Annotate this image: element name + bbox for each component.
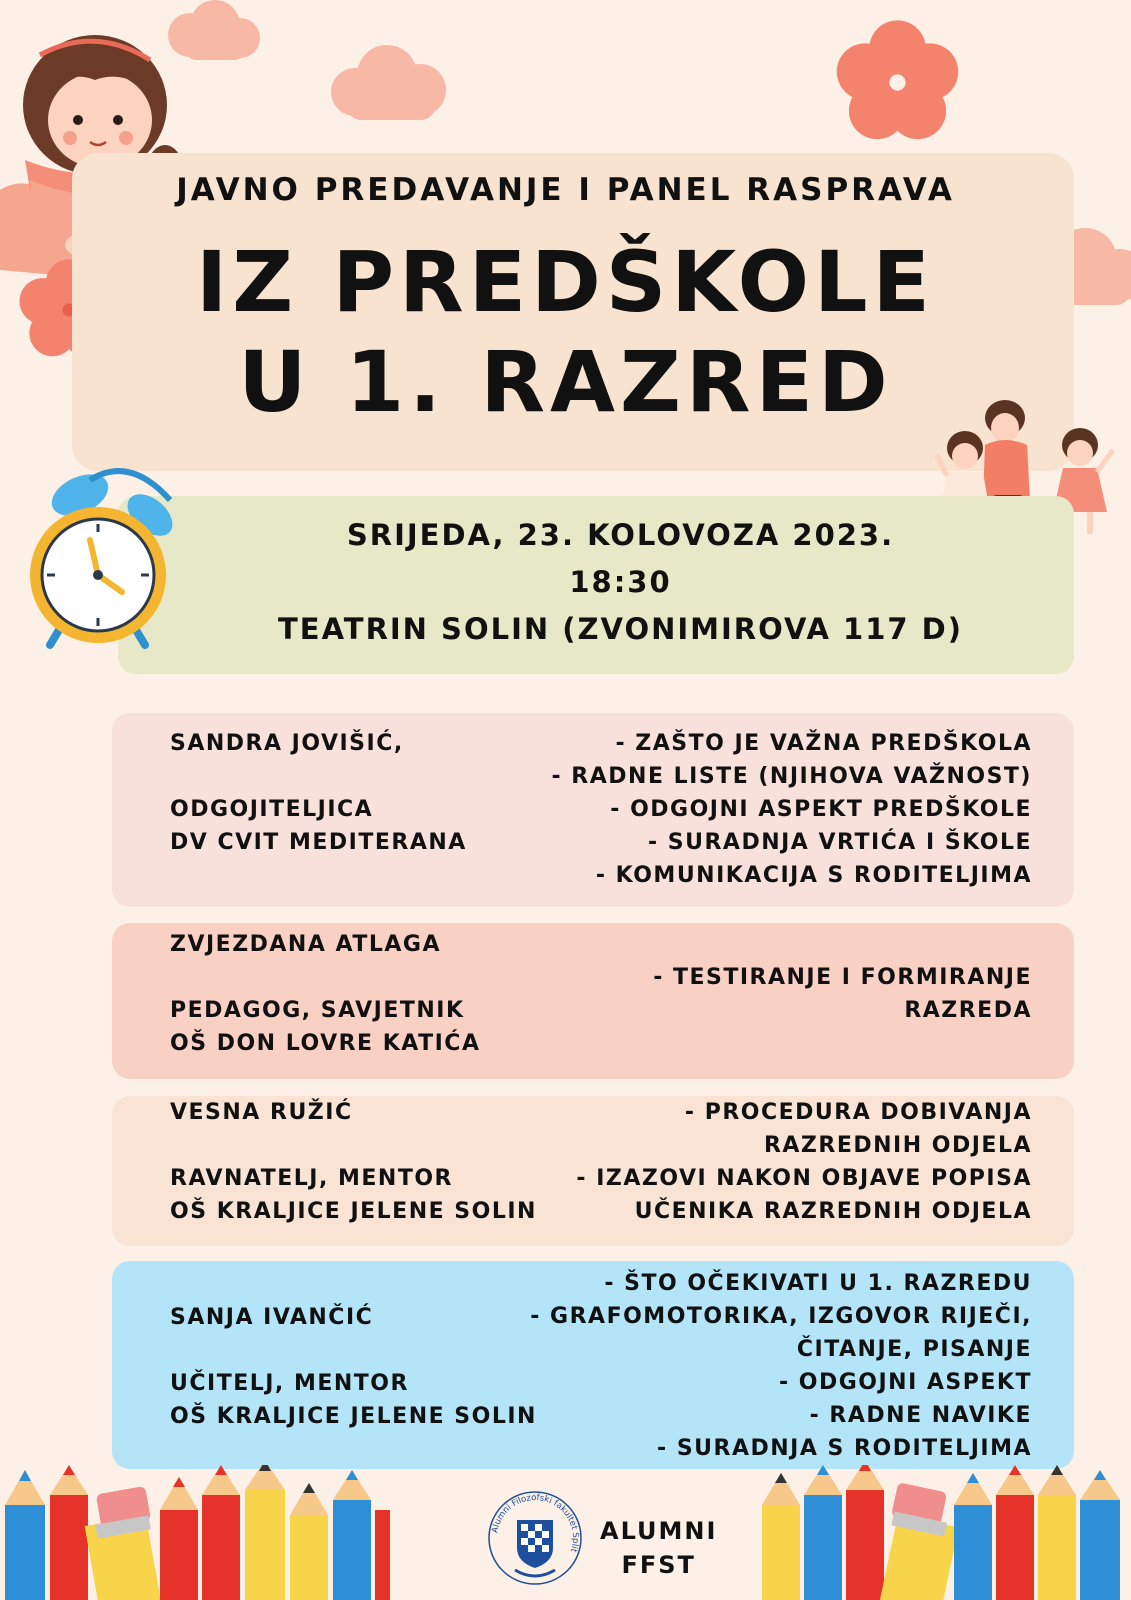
topic-item: - PROCEDURA DOBIVANJA bbox=[684, 1100, 1032, 1125]
cloud-icon bbox=[325, 40, 455, 130]
topic-item: - SURADNJA S RODITELJIMA bbox=[657, 1436, 1032, 1461]
topic-list bbox=[576, 1096, 1032, 1228]
topic-item: RAZREDNIH ODJELA bbox=[763, 1133, 1032, 1158]
speaker-institution: OŠ KRALJICE JELENE SOLIN bbox=[170, 1404, 537, 1429]
topic-item: UČENIKA RAZREDNIH ODJELA bbox=[634, 1199, 1032, 1224]
topic-item: - ODGOJNI ASPEKT PREDŠKOLE bbox=[610, 797, 1032, 822]
speaker-institution: DV CVIT MEDITERANA bbox=[170, 830, 467, 855]
alumni-logo bbox=[487, 1490, 583, 1586]
topic-item: - ODGOJNI ASPEKT bbox=[778, 1370, 1032, 1395]
topic-item: - ŠTO OČEKIVATI U 1. RAZREDU bbox=[604, 1271, 1032, 1296]
topic-item: - IZAZOVI NAKON OBJAVE POPISA bbox=[576, 1166, 1032, 1191]
speaker-card bbox=[112, 923, 1074, 1079]
topic-item: - ZAŠTO JE VAŽNA PREDŠKOLA bbox=[615, 731, 1032, 756]
speaker-role: UČITELJ, MENTOR bbox=[170, 1371, 409, 1396]
speaker-name: SANDRA JOVIŠIĆ, bbox=[170, 731, 404, 756]
event-time: 18:30 bbox=[569, 565, 672, 599]
topic-item: - RADNE LISTE (NJIHOVA VAŽNOST) bbox=[551, 764, 1032, 789]
speaker-name: ZVJEZDANA ATLAGA bbox=[170, 932, 441, 957]
event-subtitle: JAVNO PREDAVANJE I PANEL RASPRAVA bbox=[176, 172, 955, 208]
pencil-icon bbox=[5, 1465, 390, 1600]
topic-list bbox=[530, 1267, 1032, 1465]
speaker-institution: OŠ KRALJICE JELENE SOLIN bbox=[170, 1199, 537, 1224]
flower-icon bbox=[830, 15, 965, 150]
topic-item: - TESTIRANJE I FORMIRANJE bbox=[653, 965, 1032, 990]
speaker-name: VESNA RUŽIĆ bbox=[170, 1100, 353, 1125]
topic-item: - RADNE NAVIKE bbox=[809, 1403, 1032, 1428]
speaker-institution: OŠ DON LOVRE KATIĆA bbox=[170, 1031, 481, 1056]
title-line-1: IZ PREDŠKOLE bbox=[196, 233, 935, 331]
event-date: SRIJEDA, 23. KOLOVOZA 2023. bbox=[346, 518, 895, 552]
topic-list bbox=[653, 961, 1032, 1027]
event-venue: TEATRIN SOLIN (ZVONIMIROVA 117 D) bbox=[278, 612, 963, 646]
alarm-clock-icon bbox=[20, 460, 200, 660]
logo-ring-text: Alumni Filozofski fakultet Split bbox=[490, 1492, 581, 1554]
speaker-role: ODGOJITELJICA bbox=[170, 797, 374, 822]
topic-item: - GRAFOMOTORIKA, IZGOVOR RIJEČI, bbox=[530, 1304, 1032, 1329]
speaker-card bbox=[112, 713, 1074, 907]
topic-item: RAZREDA bbox=[904, 998, 1032, 1023]
pencil-group-left bbox=[0, 1465, 390, 1600]
title-line-2: U 1. RAZRED bbox=[238, 333, 893, 431]
topic-list bbox=[552, 727, 1032, 892]
org-line-1: ALUMNI bbox=[600, 1517, 718, 1545]
topic-item: - SURADNJA VRTIĆA I ŠKOLE bbox=[647, 830, 1032, 855]
org-name bbox=[600, 1514, 717, 1582]
topic-item: ČITANJE, PISANJE bbox=[796, 1337, 1032, 1362]
speaker-card bbox=[112, 1261, 1074, 1469]
speaker-role: RAVNATELJ, MENTOR bbox=[170, 1166, 453, 1191]
speaker-name: SANJA IVANČIĆ bbox=[170, 1305, 374, 1330]
pencil-group-right bbox=[762, 1465, 1131, 1600]
topic-item: - KOMUNIKACIJA S RODITELJIMA bbox=[595, 863, 1032, 888]
speaker-role: PEDAGOG, SAVJETNIK bbox=[170, 998, 465, 1023]
pencil-icon bbox=[762, 1465, 1120, 1600]
org-line-2: FFST bbox=[621, 1551, 696, 1579]
speaker-card bbox=[112, 1096, 1074, 1246]
